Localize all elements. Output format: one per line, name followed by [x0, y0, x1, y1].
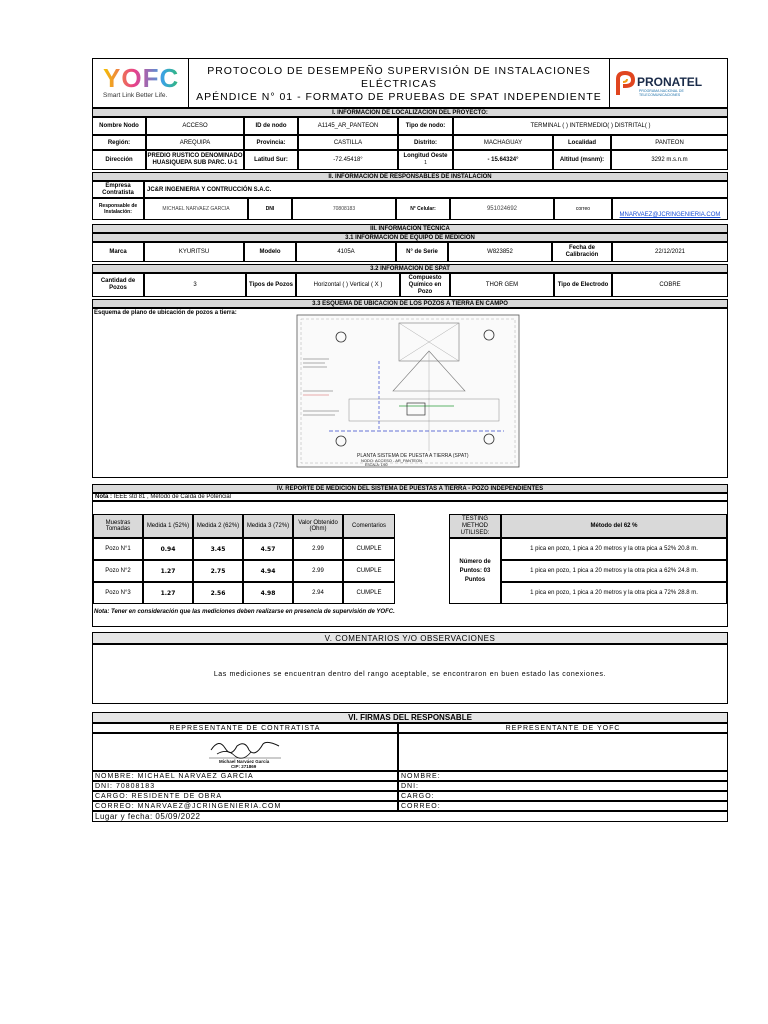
dni-label: DNI: [248, 198, 292, 220]
medida-3-value: 4.98: [243, 582, 293, 604]
sec4-body: [92, 501, 728, 627]
sec4-final-note: Nota: Tener en consideración que las mediciones deben realizarse en presencia de supervisión de YOFC.: [94, 609, 395, 615]
localidad-label: Localidad: [553, 135, 611, 150]
signature-cip: CIP: 271869: [231, 764, 257, 769]
marca-value: KYURITSU: [144, 242, 244, 262]
th-medida-2: Medida 2 (62%): [193, 514, 243, 538]
calibracion-value: 22/12/2021: [612, 242, 728, 262]
direccion-label: Dirección: [92, 150, 146, 170]
sec3-sub1: 3.1 INFORMACIÓN DE EQUIPO DE MEDICIÓN: [92, 233, 728, 242]
sec6-title: VI. FIRMAS DEL RESPONSABLE: [92, 712, 728, 723]
direccion-value: PREDIO RUSTICO DENOMINADO HUASIQUEPA SUB PARC. U-1: [146, 150, 244, 170]
distrito-value: MACHAGUAY: [453, 135, 553, 150]
signature-name: Michael Narváez García: [219, 759, 270, 764]
electrodo-value: COBRE: [612, 273, 728, 297]
numero-puntos: Número de Puntos: 03 Puntos: [449, 538, 501, 604]
comentario-value: CUMPLE: [343, 560, 395, 582]
sec4-note-label: Nota :: [95, 494, 112, 500]
sec4-note: [92, 493, 728, 501]
right-nombre: NOMBRE:: [398, 771, 728, 781]
longitud-label-sup: 1: [424, 160, 427, 166]
th-valor: Valor Obtenido (Ohm): [293, 514, 343, 538]
ground-wells-plan-drawing: [289, 311, 525, 475]
document-title: [189, 65, 609, 103]
sec4-title: IV. REPORTE DE MEDICIÓN DEL SISTEMA DE PUESTAS A TIERRA - POZO INDEPENDIENTES: [92, 484, 728, 493]
pronatel-logo: [615, 67, 725, 103]
sec4-note-text: IEEE std 81 , Método de Caída de Potencial: [112, 494, 232, 500]
tipos-value: Horizontal ( ) Vertical ( X ): [296, 273, 400, 297]
header: [92, 58, 728, 108]
sec5-comment: Las mediciones se encuentran dentro del rango aceptable, se encontraron en buen estado las conexiones.: [92, 644, 728, 704]
left-correo: CORREO: MNARVAEZ@JCRINGENIERIA.COM: [92, 801, 398, 811]
responsable-label: Responsable de Instalación:: [92, 198, 144, 220]
medida-1-value: 0.94: [143, 538, 193, 560]
handwritten-signature-icon: [205, 736, 285, 770]
responsable-value: MICHAEL NARVAEZ GARCIA: [144, 198, 248, 220]
valor-value: 2.99: [293, 560, 343, 582]
serie-value: W823852: [448, 242, 552, 262]
medida-1-value: 1.27: [143, 560, 193, 582]
signature-box-yofc: [398, 733, 728, 771]
id-nodo-value: A1145_AR_PANTEON: [298, 117, 398, 135]
lugar-fecha: Lugar y fecha: 05/09/2022: [92, 811, 728, 822]
latitud-label: Latitud Sur:: [244, 150, 298, 170]
medida-2-value: 3.45: [193, 538, 243, 560]
localidad-value: PANTEON: [611, 135, 728, 150]
esquema-box: [92, 308, 728, 478]
plano-caption-3: ESCALA: 1/50: [365, 463, 388, 467]
left-cargo: CARGO: RESIDENTE DE OBRA: [92, 791, 398, 801]
title-line-1: PROTOCOLO DE DESEMPEÑO SUPERVISIÓN DE INSTALACIONES ELÉCTRICAS: [207, 64, 591, 90]
plano-caption-2: NODO: ACCESO - AR_PANTEON: [361, 458, 423, 463]
plano-caption-1: PLANTA SISTEMA DE PUESTA A TIERRA (SPAT): [357, 453, 469, 459]
celular-label: N° Celular:: [396, 198, 450, 220]
sec3-sub3: 3.3 ESQUEMA DE UBICACION DE LOS POZOS A TIERRA EN CAMPO: [92, 299, 728, 308]
tipo-nodo-value: TERMINAL ( ) INTERMEDIO( ) DISTRITAL( ): [453, 117, 728, 135]
nombre-nodo-label: Nombre Nodo: [92, 117, 146, 135]
compuesto-label: Compuesto Químico en Pozo: [400, 273, 450, 297]
medida-1-value: 1.27: [143, 582, 193, 604]
calibracion-label: Fecha de Calibración: [552, 242, 612, 262]
region-value: AREQUIPA: [146, 135, 244, 150]
compuesto-value: THOR GEM: [450, 273, 554, 297]
comentario-value: CUMPLE: [343, 538, 395, 560]
right-dni: DNI:: [398, 781, 728, 791]
th-muestras: Muestras Tomadas: [93, 514, 143, 538]
comentario-value: CUMPLE: [343, 582, 395, 604]
pronatel-subtext: PROGRAMA NACIONAL DE TELECOMUNICACIONES: [639, 89, 684, 97]
valor-value: 2.94: [293, 582, 343, 604]
altitud-value: 3292 m.s.n.m: [611, 150, 728, 170]
pozo-label: Pozo N°1: [93, 538, 143, 560]
metodo-row-1: 1 pica en pozo, 1 pica a 20 metros y la otra pica a 52% 20.8 m.: [501, 538, 727, 560]
medida-2-value: 2.56: [193, 582, 243, 604]
rep-yofc-header: REPRESENTANTE DE YOFC: [398, 723, 728, 733]
metodo-row-3: 1 pica en pozo, 1 pica a 20 metros y la otra pica a 72% 28.8 m.: [501, 582, 727, 604]
altitud-label: Altitud (msnm):: [553, 150, 611, 170]
right-correo: CORREO:: [398, 801, 728, 811]
latitud-value: -72.45418°: [298, 150, 398, 170]
pozo-label: Pozo N°3: [93, 582, 143, 604]
region-label: Región:: [92, 135, 146, 150]
sec5-title: V. COMENTARIOS Y/O OBSERVACIONES: [92, 632, 728, 644]
provincia-value: CASTILLA: [298, 135, 398, 150]
dni-value: 70808183: [292, 198, 396, 220]
empresa-label: Empresa Contratista: [92, 181, 144, 198]
left-nombre: NOMBRE: MICHAEL NARVAEZ GARCIA: [92, 771, 398, 781]
metodo-label: Método del 62 %: [501, 514, 727, 538]
esquema-label: Esquema de plano de ubicación de pozos a tierra:: [94, 310, 237, 316]
yofc-logo-text: YOFC: [103, 65, 183, 91]
tipos-label: Tipos de Pozos: [246, 273, 296, 297]
th-comentarios: Comentarios: [343, 514, 395, 538]
sec1-title: I. INFORMACIÓN DE LOCALIZACIÓN DEL PROYECTO:: [92, 108, 728, 117]
electrodo-label: Tipo de Electrodo: [554, 273, 612, 297]
sec2-title: II. INFORMACIÓN DE RESPONSABLES DE INSTALACIÓN: [92, 172, 728, 181]
id-nodo-label: ID de nodo: [244, 117, 298, 135]
rep-contratista-header: REPRESENTANTE DE CONTRATISTA: [92, 723, 398, 733]
th-medida-1: Medida 1 (52%): [143, 514, 193, 538]
correo-label: correo: [554, 198, 612, 220]
valor-value: 2.99: [293, 538, 343, 560]
sec3-title: III. INFORMACIÓN TÉCNICA: [92, 224, 728, 233]
testing-method-label: TESTING METHOD UTILISED:: [449, 514, 501, 538]
longitud-label: [398, 150, 453, 170]
left-dni: DNI: 70808183: [92, 781, 398, 791]
metodo-row-2: 1 pica en pozo, 1 pica a 20 metros y la otra pica a 62% 24.8 m.: [501, 560, 727, 582]
cantidad-value: 3: [144, 273, 246, 297]
th-medida-3: Medida 3 (72%): [243, 514, 293, 538]
right-cargo: CARGO:: [398, 791, 728, 801]
medida-2-value: 2.75: [193, 560, 243, 582]
medida-3-value: 4.94: [243, 560, 293, 582]
signature-box-contratista: [92, 733, 398, 771]
celular-value: 951024692: [450, 198, 554, 220]
nombre-nodo-value: ACCESO: [146, 117, 244, 135]
longitud-value: - 15.64324°: [453, 150, 553, 170]
cantidad-label: Cantidad de Pozos: [92, 273, 144, 297]
yofc-tagline: Smart Link Better Life.: [103, 92, 168, 99]
method-table: [449, 514, 727, 604]
modelo-label: Modelo: [244, 242, 296, 262]
serie-label: N° de Serie: [396, 242, 448, 262]
medida-3-value: 4.57: [243, 538, 293, 560]
provincia-label: Provincia:: [244, 135, 298, 150]
title-line-2: APÉNDICE N° 01 - FORMATO DE PRUEBAS DE SPAT INDEPENDIENTE: [196, 90, 602, 103]
longitud-label-text: Longitud Oeste: [403, 153, 448, 159]
distrito-label: Distrito:: [398, 135, 453, 150]
empresa-value: JC&R INGENIERIA Y CONTRUCCIÓN S.A.C.: [144, 181, 728, 198]
pozo-label: Pozo N°2: [93, 560, 143, 582]
modelo-value: 4105A: [296, 242, 396, 262]
pronatel-emblem-icon: [615, 71, 637, 97]
sec3-sub2: 3.2 INFORMACIÓN DE SPAT: [92, 264, 728, 273]
marca-label: Marca: [92, 242, 144, 262]
yofc-logo: [103, 65, 183, 103]
pronatel-text: PRONATEL: [637, 75, 703, 89]
correo-link[interactable]: MNARVAEZ@JCRINGENIERIA.COM: [612, 198, 728, 220]
tipo-nodo-label: Tipo de nodo:: [398, 117, 453, 135]
measurement-table: [93, 514, 395, 604]
